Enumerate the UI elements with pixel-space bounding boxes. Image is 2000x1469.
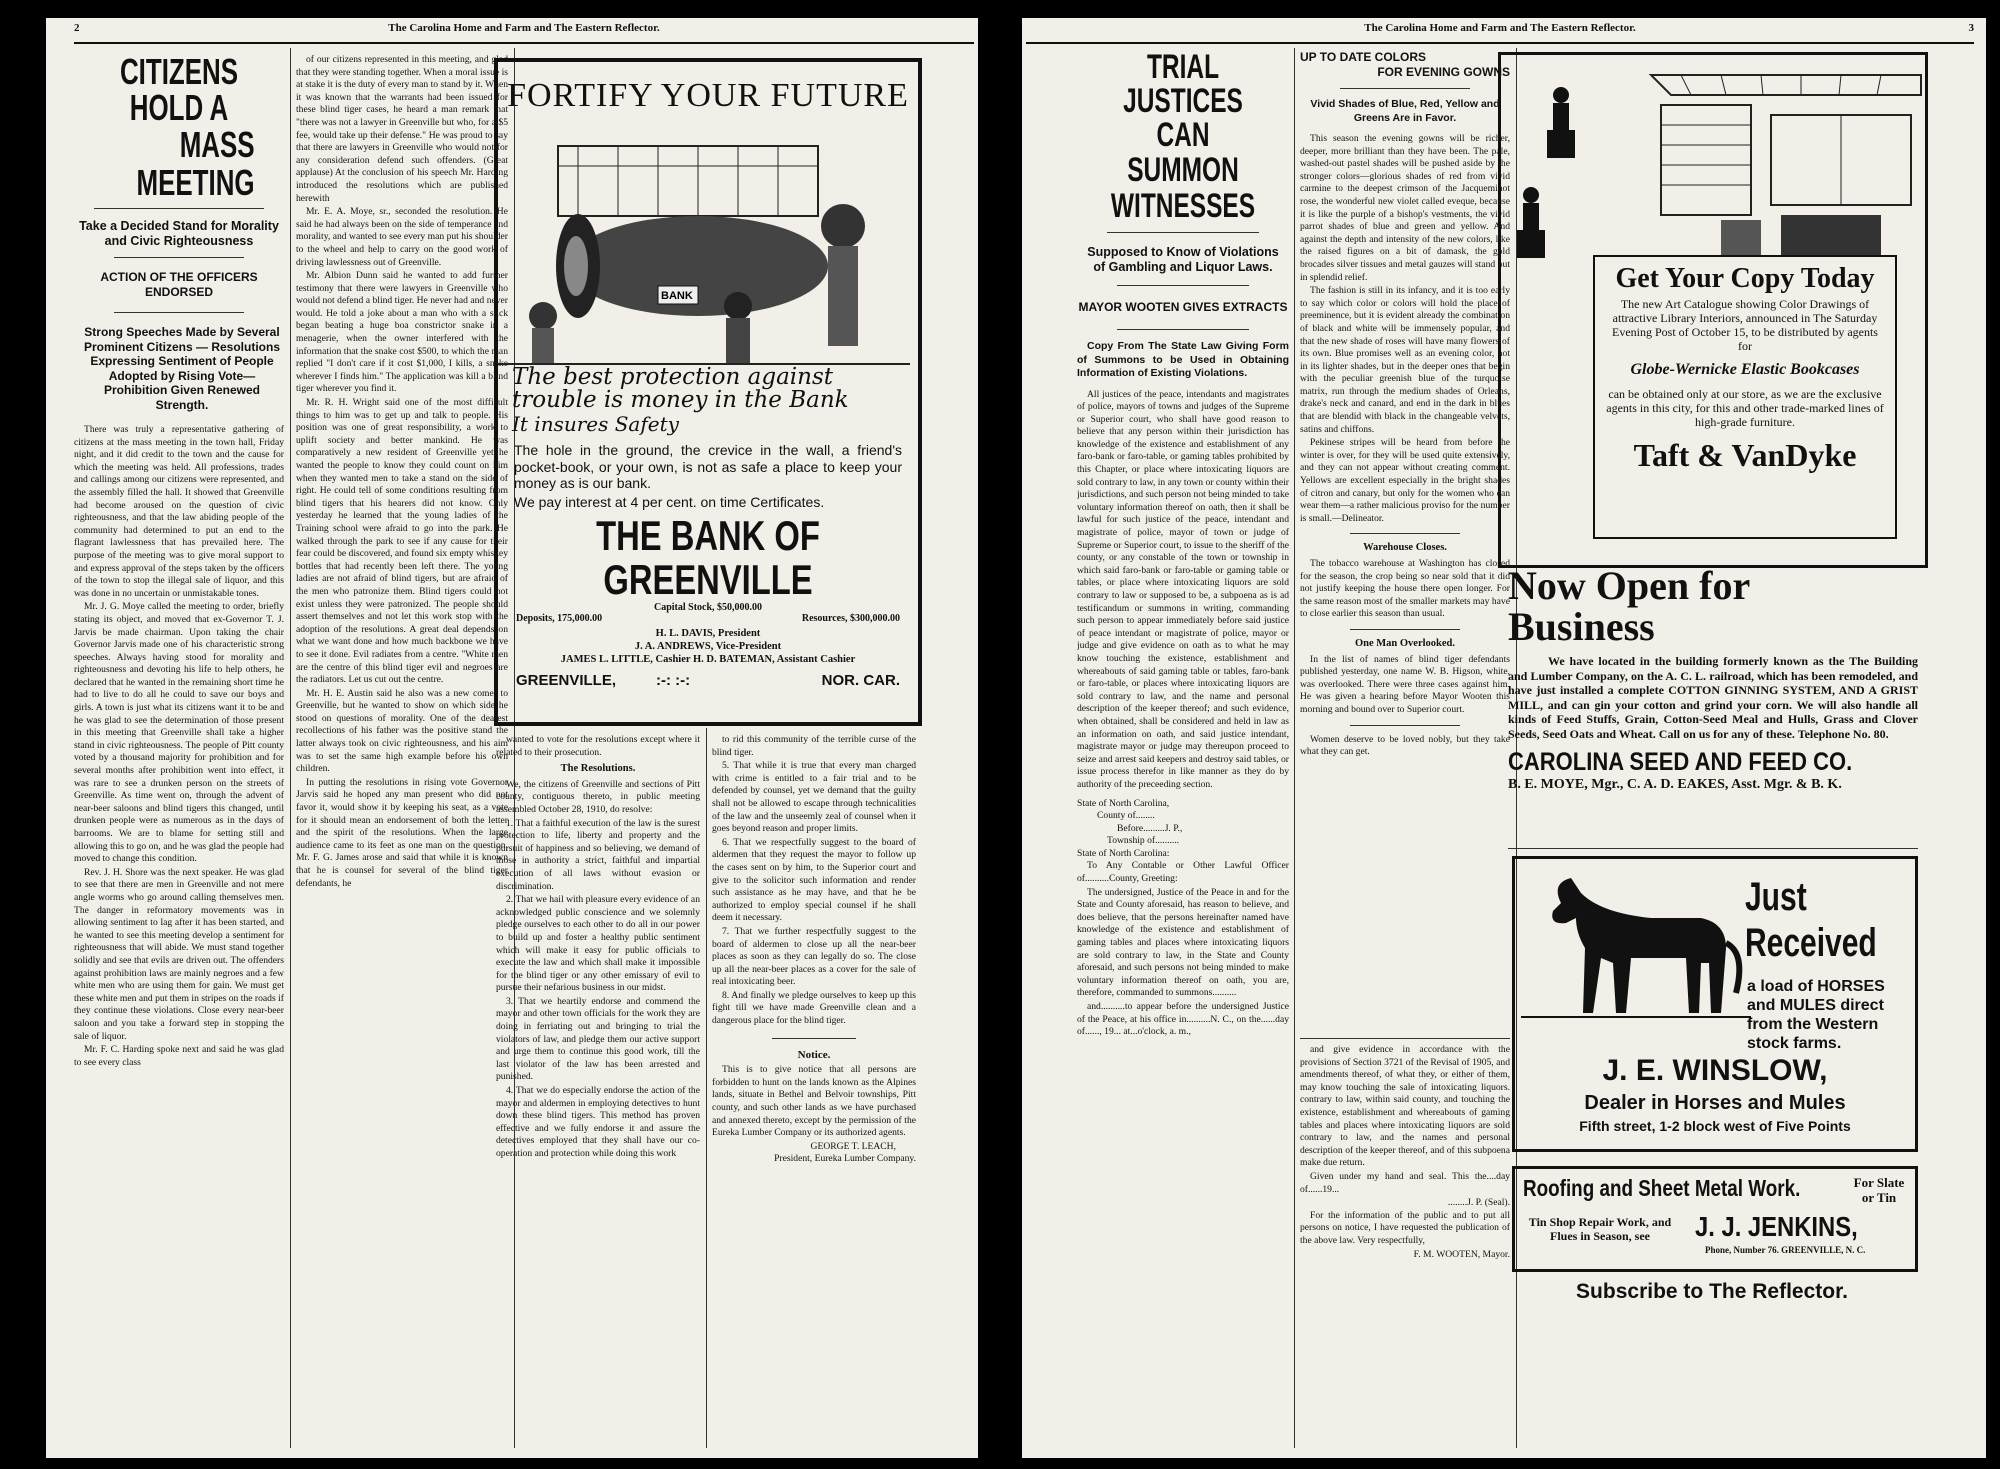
gowns-head-2: FOR EVENING GOWNS bbox=[1377, 65, 1510, 79]
horse-dealer-name: J. E. WINSLOW, bbox=[1602, 1054, 1828, 1087]
section-rule bbox=[1508, 848, 1918, 849]
citizens-paragraph: of our citizens represented in this meeting, and glad that they were standing together. When a moral issue is at stake it is the duty of every man to stand by it. When it was known that the warrants had been issued for these blind tiger cases, he heard a man remark that "there was not a lawyer in Greenville but who, for a $5 fee, would take up their defense." He was proud to say that there are lawyers in Greenville who would not for any consideration defend such offenders. (Great applause) At the conclusion of his speech Mr. Harding introduced the resolutions which are published herewith bbox=[296, 54, 508, 204]
form-paragraph: The undersigned, Justice of the Peace in and for the State and County aforesaid, has reason to believe, and does believe, that the persons hereinafter named have knowledge of the existence and establishment of gaming tables and places where intoxicating liquors are sold contrary to law, in the State and County aforesaid, and such persons not being minded to make voluntary information thereof on oath, you are, therefore, commanded to summons.......... bbox=[1077, 886, 1289, 999]
roofing-ad bbox=[1512, 1166, 1918, 1272]
bank-script-2: trouble is money in the Bank bbox=[512, 387, 849, 413]
citizens-paragraph: Mr. R. H. Wright said one of the most difficult things to him was to get up and talk to people. His position was one of great responsibility, a work to uplift society and better mankind. He was comparatively a new resident of Greenville yet he wanted the people to know they could count on him when they wanted men to take a stand on the side of right. He could tell of some conditions resulting from blind tigers that his hearers did not know. Only yesterday he learned that the young ladies of the Training school were afraid to go into the park. He walked through the park to see if any cause for their fear could be discovered, and found six empty whiskey bottles that had recently been left there. The young ladies are not afraid of blind tigers, but are afraid of the men who patronize them. Blind tigers could not exist unless they were patronized. The people should assert themselves and not let this work stop with the adoption of the resolutions. A great deal depends on what we want done and how much backbone we have to see it done. Evil radiates from a centre. "White men are the centre of this blind tiger evil and negroes are the radiators. Let us cut out the centre. bbox=[296, 397, 508, 686]
notice-signature: GEORGE T. LEACH, bbox=[810, 1140, 896, 1152]
bank-officer: H. L. DAVIS, President bbox=[655, 628, 761, 639]
resolution-item: 4. That we do especially endorse the action of the mayor and aldermen in employing detectives to hunt down these blind tigers. This method has proven effective and we fully endorse it and assure the detectives employed that they shall have our co-operation and protection while doing this work bbox=[496, 1085, 700, 1159]
roofing-phone: Phone, Number 76. GREENVILLE, N. C. bbox=[1705, 1245, 1866, 1255]
form-signature: F. M. WOOTEN, Mayor. bbox=[1413, 1248, 1510, 1260]
bank-script-3: It insures Safety bbox=[512, 412, 679, 436]
notice-signature-title: President, Eureka Lumber Company. bbox=[774, 1153, 916, 1165]
vault-tag-text: BANK bbox=[661, 290, 693, 302]
bank-deposits: Deposits, 175,000.00 bbox=[516, 613, 603, 624]
horse-dealer-address: Fifth street, 1-2 block west of Five Points bbox=[1579, 1118, 1851, 1134]
bank-resources: Resources, $300,000.00 bbox=[801, 613, 900, 624]
gowns-head-1: UP TO DATE COLORS bbox=[1300, 50, 1427, 64]
seed-company: CAROLINA SEED AND FEED CO. bbox=[1508, 748, 1853, 776]
bank-separator: :-: :-: bbox=[656, 672, 691, 689]
citizens-deck: Take a Decided Stand for Morality and Civic Righteousness bbox=[79, 219, 279, 248]
horse-body: a load of HORSES and MULES direct from the Western stock farms. bbox=[1747, 978, 1885, 1052]
form-line: State of North Carolina, bbox=[1077, 797, 1170, 809]
resolutions-column-a bbox=[496, 734, 700, 1449]
citizens-paragraph: Mr. E. A. Moye, sr., seconded the resolution. He said he had always been on the side of temperance and morality, and wanted to see every man put his shoulder to the wheel and help to carry on the good work of driving lawlessness out of Greenville. bbox=[296, 206, 508, 268]
bookcase-title: Get Your Copy Today bbox=[1615, 263, 1875, 294]
resolution-item: 3. That we heartily endorse and commend the mayor and other town officials for the work they are doing in ferriating out and bringing to trial the violators of law, and pledge them our active support and urge them to continue this good work, till the last violator of the law has been arrested and punished. bbox=[496, 995, 700, 1083]
citizens-headline-2: MASS MEETING bbox=[136, 124, 255, 203]
bank-capital: Capital Stock, $50,000.00 bbox=[653, 602, 763, 613]
form-line: To Any Contable or Other Lawful Officer of..........County, Greeting: bbox=[1077, 860, 1289, 885]
bank-city: GREENVILLE, bbox=[516, 672, 617, 689]
left-running-head bbox=[74, 18, 974, 44]
left-running-title: The Carolina Home and Farm and The Eastern Reflector. bbox=[388, 22, 660, 34]
resolution-item: 8. And finally we pledge ourselves to keep up this fight till we have made Greenville clean and a dangerous place for the blind tiger. bbox=[712, 989, 916, 1027]
roofing-name: J. J. JENKINS, bbox=[1695, 1211, 1858, 1242]
gowns-quip: Women deserve to be loved nobly, but they take what they can get. bbox=[1300, 733, 1510, 758]
warehouse-title: Warehouse Closes. bbox=[1363, 542, 1447, 554]
bookcase-ad bbox=[1498, 52, 1928, 568]
horse-headline-2: Received bbox=[1745, 921, 1877, 965]
form-line: Township of.......... bbox=[1107, 835, 1180, 847]
citizens-paragraph: Mr. Albion Dunn said he wanted to add further testimony that there were lawyers in Greenville who would not defend a blind tiger. He never had and never would. He told a joke about a man who with a stick began beating a huge boa constrictor snake in a menagerie, when the owner interfered with the information that the snake cost $500, to which the man replied "I don't care if it cost $1,000, I kills, a snake wherever I finds him." The application was kill a blind tiger wherever you find it. bbox=[296, 270, 508, 395]
bank-vault-illustration bbox=[498, 116, 910, 366]
resolution-item: 1. That a faithful execution of the law is the surest protection to life, liberty and property and the pursuit of happiness and so believing, we demand of those in authority a strict, faithful and impartial execution of all laws without evasion or discrimination. bbox=[496, 817, 700, 892]
bookcase-store: Taft & VanDyke bbox=[1633, 437, 1857, 473]
resolutions-title: The Resolutions. bbox=[560, 763, 636, 775]
horse-headline-1: Just bbox=[1745, 875, 1807, 919]
subscribe-line: Subscribe to The Reflector. bbox=[1576, 1280, 1848, 1303]
trial-headline-1: TRIAL JUSTICES CAN bbox=[1123, 50, 1243, 154]
section-rule bbox=[1300, 1038, 1510, 1039]
resolutions-intro: We, the citizens of Greenville and sections of Pitt county, contiguous thereto, in public meeting assembled October 28, 1910, do resolve: bbox=[496, 778, 700, 815]
horse-ad bbox=[1512, 856, 1918, 1152]
trial-column-2 bbox=[1300, 1044, 1510, 1449]
left-page-number: 2 bbox=[74, 22, 80, 34]
form-seal: ........J. P. (Seal). bbox=[1447, 1197, 1510, 1209]
roofing-title: Roofing and Sheet Metal Work. bbox=[1523, 1175, 1801, 1201]
citizens-paragraph: There was truly a representative gathering of citizens at the mass meeting in the town hall, Friday night, and it did credit to the town and the cause for which the meeting was held. All professions, trades and callings among our citizens were represented, and the assembly filled the hall. It showed that Greenville had become aroused on the question of civic righteousness, and that the law abiding people of the community had determined to put an end to the flagrant lawlessness that has prevailed here. The purpose of the meeting was to give moral support to and express approval of the steps taken by the officers of the town to stop the illegal sale of liquor, and this was done in no uncertain or unmistakable tones. bbox=[74, 424, 284, 599]
gowns-paragraph: This season the evening gowns will be richer, deeper, more brilliant than they have been. The pale, washed-out pastel shades will be pushed aside by the stronger colors—glorious shades of red from vivid carmine to the deepest crimson of the Jacqueminot rose, the wonderful new violet called eveque, because it is like the purple of a bishop's vestments, the vivid parrot shades of blue and green and yellow. And against the depth and intensity of the new colors, like the raised figures on a bit of damask, the gold brocades silver tissues and metal gauzes will stand out in splendid relief. bbox=[1300, 133, 1510, 283]
bookcase-brand: Globe-Wernicke Elastic Bookcases bbox=[1630, 361, 1860, 378]
gowns-column bbox=[1300, 50, 1510, 1040]
citizens-headline-1: CITIZENS HOLD A bbox=[119, 54, 239, 128]
bank-interest: We pay interest at 4 per cent. on time Certificates. bbox=[514, 493, 825, 510]
notice-text: This is to give notice that all persons are forbidden to hunt on the lands known as the Alpines lands, situate in Bethel and Belvoir townships, Pitt county, and such other lands as we have purchased and annexed thereto, except by the permission of the Eureka Lumber Company or its authorized agents. bbox=[712, 1064, 916, 1139]
roofing-line: Tin Shop Repair Work, and Flues in Season, see bbox=[1528, 1215, 1672, 1243]
citizens-paragraph: Rev. J. H. Shore was the next speaker. He was glad to see that there are men in Greenville and not mere angle worms who go around calling themselves men. The danger in reformatory movements was in allowing sentiment to lag after it has been started, and he wanted to see this meeting develop a sentiment for righteousness that will abide. We must stand together solidly and see that evils are driven out. The offenders against prohibition laws are mainly negroes and a few white men who are using them for gain. We must get these white men and put them in stripes on the roads if they continue these violations. Close every near-beer saloon and you take a forward step in stopping the sale of liquor. bbox=[74, 866, 284, 1042]
right-newspaper-page bbox=[1022, 18, 1986, 1458]
trial-deck: Supposed to Know of Violations of Gambling and Liquor Laws. bbox=[1087, 245, 1279, 274]
column-rule bbox=[1294, 48, 1295, 1448]
bank-state: NOR. CAR. bbox=[821, 672, 900, 689]
column-rule bbox=[290, 48, 291, 1448]
horse-illustration bbox=[1521, 863, 1751, 1023]
seed-managers: B. E. MOYE, Mgr., C. A. D. EAKES, Asst. Mgr. & B. K. bbox=[1508, 777, 1842, 792]
form-line: Before.........J. P., bbox=[1117, 822, 1183, 834]
seed-feed-ad bbox=[1508, 563, 1918, 856]
horse-dealer-line: Dealer in Horses and Mules bbox=[1584, 1092, 1846, 1114]
citizens-column-2 bbox=[296, 54, 508, 1449]
column-rule bbox=[706, 728, 707, 1448]
citizens-paragraph: Mr. F. C. Harding spoke next and said he was glad to see every class bbox=[74, 1044, 284, 1068]
resolution-item: 2. That we hail with pleasure every evidence of an acknowledged public conscience and we solemnly pledge ourselves to each other to do all in our power to build up and foster a healthy public sentiment which will make it easy for public officials to execute the law and which shall make it impossible for the blind tiger or any other emissary of evil to pursue their nefarious business in our midst. bbox=[496, 894, 700, 994]
overlooked-title: One Man Overlooked. bbox=[1354, 637, 1456, 649]
right-page-number: 3 bbox=[1968, 22, 1974, 34]
form-paragraph: For the information of the public and to put all persons on notice, I have requested the publication of the above law. Very respectfully, bbox=[1300, 1209, 1510, 1246]
trial-paragraph: All justices of the peace, intendants and magistrates of police, mayors of towns and judges of the Supreme or Superior court, who shall have good reason to believe that any person within their jurisdiction has knowledge of the existence and establishment of any faro-bank or faro-table, or gaming tables prohibited by this Chapter, or place where intoxicating liquors are sold contrary to law, in any town or county within their jurisdictions, and such person not being minded to take voluntary information thereof on oath, then it shall be lawful for such justice of the peace, intendant and magistrate of police, mayor of town or judge of Supreme or Superior court, to issue to the sheriff of the county, or any constable of the town or township in which said faro-bank or faro-table or gaming table or tables, or place where intoxicating liquors are sold contrary to law or supposed to be, a subpoena as is ad testificandum or summons in writing, commanding such person to appear immediately before said justice of peace intendant or magistrate of police, mayor or judge and give evidence on oath as to what he may know touching the existence, establishment and whereabouts of said gaming table or tables, faro-bank or faro-table, or places where intoxicating liquors are sold contrary to law, and the name and personal description of the keeper thereof; and such evidence, when obtained, shall be considered and held in law as an information on oath, and said justice intendant, magistrate mayor or judge may thereupon proceed to seize and arrest said keepers and destroy said tables, or issue process therefor in like manner as they do by authority of the preceeding section. bbox=[1077, 388, 1289, 790]
bank-name: THE BANK OF GREENVILLE bbox=[596, 512, 820, 603]
roofing-side: For Slate or Tin bbox=[1853, 1175, 1905, 1205]
gowns-deck: Vivid Shades of Blue, Red, Yellow and Greens Are in Favor. bbox=[1310, 98, 1500, 124]
citizens-paragraph: wanted to vote for the resolutions except where it related to their prosecution. bbox=[496, 734, 700, 758]
bank-body: The hole in the ground, the crevice in the wall, a friend's pocket-book, or your own, is not as safe a place to keep your money as is our bank. bbox=[514, 442, 902, 491]
citizens-summary: Strong Speeches Made by Several Prominent Citizens — Resolutions Expressing Sentiment of People Adopted by Rising Vote—Prohibition Given Renewed Strength. bbox=[83, 325, 281, 412]
bookcase-body-2: can be obtained only at our store, as we are the exclusive agents in this city, for this and other trade-marked lines of high-grade furniture. bbox=[1606, 387, 1884, 429]
seed-body: We have located in the building formerly known as the The Building and Lumber Company, on the A. C. L. railroad, which has been remodeled, and have just installed a complete COTTON GINNING SYSTEM, AND A GRIST MILL, and can gin your cotton and grind your corn. We will also handle all kinds of Feed Stuffs, Grain, Cotton-Seed Meal and Hulls, Grass and Clover Seeds, Seed Oats and Wheat. Call on us for any of these. Telephone No. 80. bbox=[1508, 654, 1918, 741]
trial-summary: Copy From The State Law Giving Form of Summons to be Used in Obtaining Information of Existing Violations. bbox=[1077, 340, 1289, 379]
warehouse-text: The tobacco warehouse at Washington has closed for the season, the crop being so near sold that it did not justify keeping the house there open longer. For the same reason most of the smaller markets may have to close earlier this season than usual. bbox=[1300, 558, 1510, 620]
right-running-title: The Carolina Home and Farm and The Eastern Reflector. bbox=[1364, 22, 1636, 34]
citizens-paragraph: In putting the resolutions in rising vote Governor Jarvis said he hoped any man present who did not favor it, would show it by keeping his seat, as a vote for it should mean an endorsement of both the letter and the spirit of the resolutions. When the large audience came to its feet as one man on the question, Mr. F. G. James arose and said that while it is known that he is counsel for several of the blind tiger defendants, he bbox=[296, 776, 508, 889]
citizens-subhead: ACTION OF THE OFFICERS ENDORSED bbox=[100, 270, 258, 299]
resolutions-column-b bbox=[712, 734, 916, 1449]
trial-headline-2: SUMMON WITNESSES bbox=[1110, 151, 1256, 225]
left-newspaper-page bbox=[46, 18, 978, 1458]
form-paragraph: Given under my hand and seal. This the....day of......19... bbox=[1300, 1170, 1510, 1195]
resolution-item: 5. That while it is true that every man charged with crime is entitled to a fair trial and to be defended by counsel, yet we demand that the guilty shall not be allowed to escape through technicalities of the law and the unseemly zeal of counsel when it goes beyond reason and proper limits. bbox=[712, 760, 916, 835]
bank-officer: J. A. ANDREWS, Vice-President bbox=[634, 641, 782, 652]
form-paragraph: and give evidence in accordance with the provisions of Section 3721 of the Revisal of 1905, and amendments thereof, of what they, or either of them, may know touching the sale of intoxicating liquors. contrary to law, within said county, and touching the existence, establishment and whereabouts of gaming tables and places where intoxicating liquors are sold contrary to law, and the names and personal description of the keeper thereof, and of this subpoena make due return. bbox=[1300, 1044, 1510, 1169]
bank-officer: JAMES L. LITTLE, Cashier H. D. BATEMAN, Assistant Cashier bbox=[560, 654, 856, 665]
right-running-head bbox=[1026, 18, 1974, 44]
overlooked-text: In the list of names of blind tiger defendants published yesterday, one name W. B. Higson, white, was overlooked. There were three cases against him. He was given a hearing before Mayor Wooten this morning and bound over to Superior court. bbox=[1300, 653, 1510, 715]
resolution-item: to rid this community of the terrible curse of the blind tiger. bbox=[712, 734, 916, 758]
citizens-paragraph: Mr. J. G. Moye called the meeting to order, briefly stating its object, and moved that ex-Governor T. J. Jarvis be made chairman. Upon taking the chair Governor Jarvis made one of his characteristic strong speeches. Always having stood for morality and righteousness and devoting his life to help others, he declared that he wanted in the remaining short time he had to live to do all he could to save our boys and girls. A town is just what its citizens want it to be and he was glad to see the determination of those present in this meeting that Greenville shall take a higher stand in civic righteousness. The people of Pitt county voted by a thousand majority for prohibition and for several months after prohibition went into effect, it was rare to see a drunken person on the streets of Greenville. As time went on, through the advent of near-beer saloons and blind tigers this changed, until drunken people were as numerous as in the days of barrooms. We are to blame for setting still and allowing this to go on, and he was glad the people had moved to change this condition. bbox=[74, 601, 284, 865]
citizens-paragraph: Mr. H. E. Austin said he also was a new comer to Greenville, but he wanted to show on which side he stood on questions of morality. One of the dearest recollections of his father was the positive stand the latter always took on civic righteousness, and his aim was to set the same high example before his own children. bbox=[296, 687, 508, 775]
citizens-column-1 bbox=[74, 54, 284, 1449]
trial-subhead: MAYOR WOOTEN GIVES EXTRACTS bbox=[1078, 300, 1288, 314]
bank-ad-title: FORTIFY YOUR FUTURE bbox=[507, 77, 909, 114]
bank-ad bbox=[494, 58, 922, 726]
trial-column-1 bbox=[1077, 50, 1289, 1450]
form-line: State of North Carolina: bbox=[1077, 847, 1170, 859]
seed-title-2: Business bbox=[1508, 604, 1655, 649]
form-paragraph: and..........to appear before the undersigned Justice of the Peace, at his office in..........N. C., on the......day of......, 19... at...o'clock, a. m., bbox=[1077, 1001, 1289, 1038]
notice-title: Notice. bbox=[797, 1048, 831, 1061]
form-line: County of........ bbox=[1097, 810, 1155, 822]
gowns-paragraph: Pekinese stripes will be heard from before the winter is over, for they will be used quite extensively, and they can not appear without creating comment. Yellows are excellent especially in the bright shades of citron and canary, but only for the women who can wear them—a rather malicious proviso for the number is small.—Delineator. bbox=[1300, 437, 1510, 524]
bank-script-1: The best protection against bbox=[512, 364, 834, 390]
resolution-item: 7. That we further respectfully suggest to the board of aldermen to close up all the near-beer places as soon as they can legally do so. The close up all the near-beer places as a cover for the sale of real intoxicating beer. bbox=[712, 925, 916, 988]
gowns-paragraph: The fashion is still in its infancy, and it is too early to say which color or colors will hold the place of preeminence, but it is evident already the combination of black and white will be immensely popular, and that the new shade of roses will have many flowers of its own. Blue promises well as an evening color, not in its lighter shades, but in the deeper ones that begin with the peculiar greenish blue of the turquoise matrix, run through the medium shades of Orleans, drake's neck and canard, and end in the dark in blues that are blendid with black in the changeable velvets, satins and chiffons. bbox=[1300, 285, 1510, 435]
resolution-item: 6. That we respectfully suggest to the board of aldermen that they request the mayor to follow up the cases sent on by him, to the Superior court and give to the solicitor such information and render such assistance as he may have, and that he be authorized to employ special counsel if he shall deem it necessary. bbox=[712, 836, 916, 924]
seed-title-1: Now Open for bbox=[1508, 563, 1751, 608]
bookcase-body: The new Art Catalogue showing Color Drawings of attractive Library Interiors, announced in The Saturday Evening Post of October 15, to be distributed by agents for bbox=[1612, 297, 1878, 353]
